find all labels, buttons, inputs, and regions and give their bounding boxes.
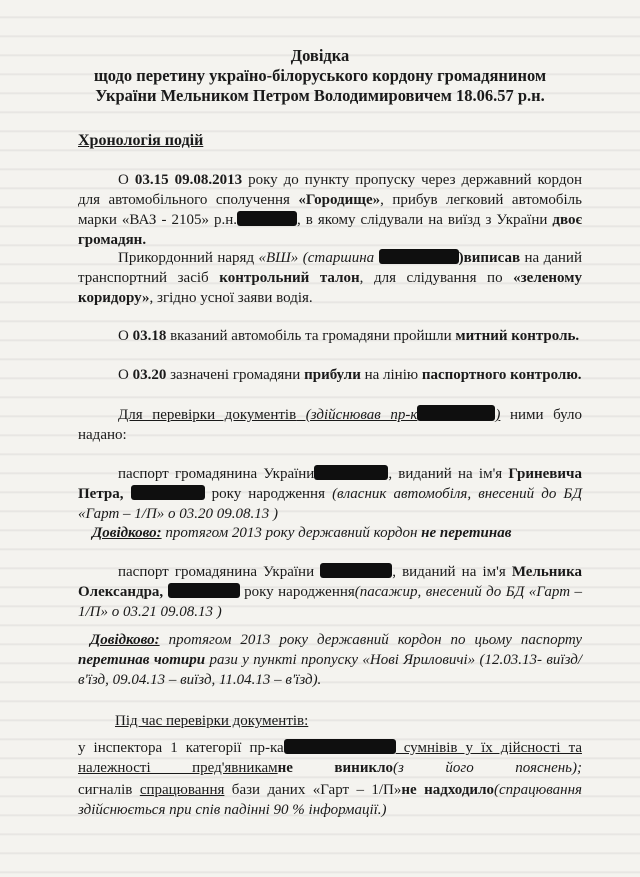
redacted-inspector-name [417,405,495,421]
paragraph-passport-1: паспорт громадянина України , виданий на ім'я Гриневича Петра, року народження (власник автомобіля, внесений до БД «Гарт – 1/П» о 03.20 09.08.13 ) [78,466,582,522]
paragraph-border-unit: Прикордонний наряд «ВШ» (старшина )виписав на даний транспортний засіб контрольний талон, для слідування по «зеленому коридору», згідно усної заяви водія. [78,250,582,306]
paragraph-documents-provided: Для перевірки документів (здійснював пр-к ) ними було надано: [78,407,582,443]
paragraph-customs: О 03.18 вказаний автомобіль та громадяни пройшли митний контроль. [118,328,580,344]
redacted-birth-date [168,583,240,598]
redacted-passport-number [320,563,392,578]
paragraph-check-heading: Під час перевірки документів: [115,713,309,729]
paragraph-arrival: О 03.15 09.08.2013 року до пункту пропуску через державний кордон для автомобільного сполучення «Городище», прибув легковий автомобіль марки «ВАЗ - 2105» р.н. , в якому слідували на виїзд з України двоє громадян. [78,172,582,248]
redacted-inspector-name [284,739,396,754]
redacted-officer-name [379,249,459,264]
paragraph-reference-2: Довідково: протягом 2013 року державний кордон по цьому паспорту перетинав чотири рази у пункті пропуску «Нові Яриловичі» (12.03.13- виїзд/в'їзд, 09.04.13 – виїзд, 11.04.13 – в'їзд). [78,632,582,688]
paragraph-database-signal: сигналів спрацювання бази даних «Гарт – 1/П»не надходило(спрацювання здійснюється при спів падінні 90 % інформації.) [78,782,582,818]
title-line-1: Довідка [290,46,350,65]
paragraph-passport-control: О 03.20 зазначені громадяни прибули на лінію паспортного контролю. [118,367,582,383]
redacted-birth-date [131,485,205,500]
chronology-heading: Хронологія подій [78,132,204,149]
paragraph-reference-1: Довідково: протягом 2013 року державний кордон не перетинав [92,525,512,541]
paragraph-inspector: у інспектора 1 категорії пр-ка сумнівів у їх дійсності та належності пред'явникамне виникло(з його пояснень); [78,740,582,776]
redacted-passport-number [314,465,388,480]
paragraph-passport-2: паспорт громадянина України , виданий на ім'я Мельника Олександра, року народження(пасажир, внесений до БД «Гарт – 1/П» о 03.21 09.08.13 ) [78,564,582,620]
title-line-3: України Мельником Петром Володимировичем 18.06.57 р.н. [95,86,545,105]
redacted-plate-number [237,211,297,226]
title-line-2: щодо перетину україно-білоруського кордону громадянином [93,66,547,85]
document-title [0,46,640,106]
